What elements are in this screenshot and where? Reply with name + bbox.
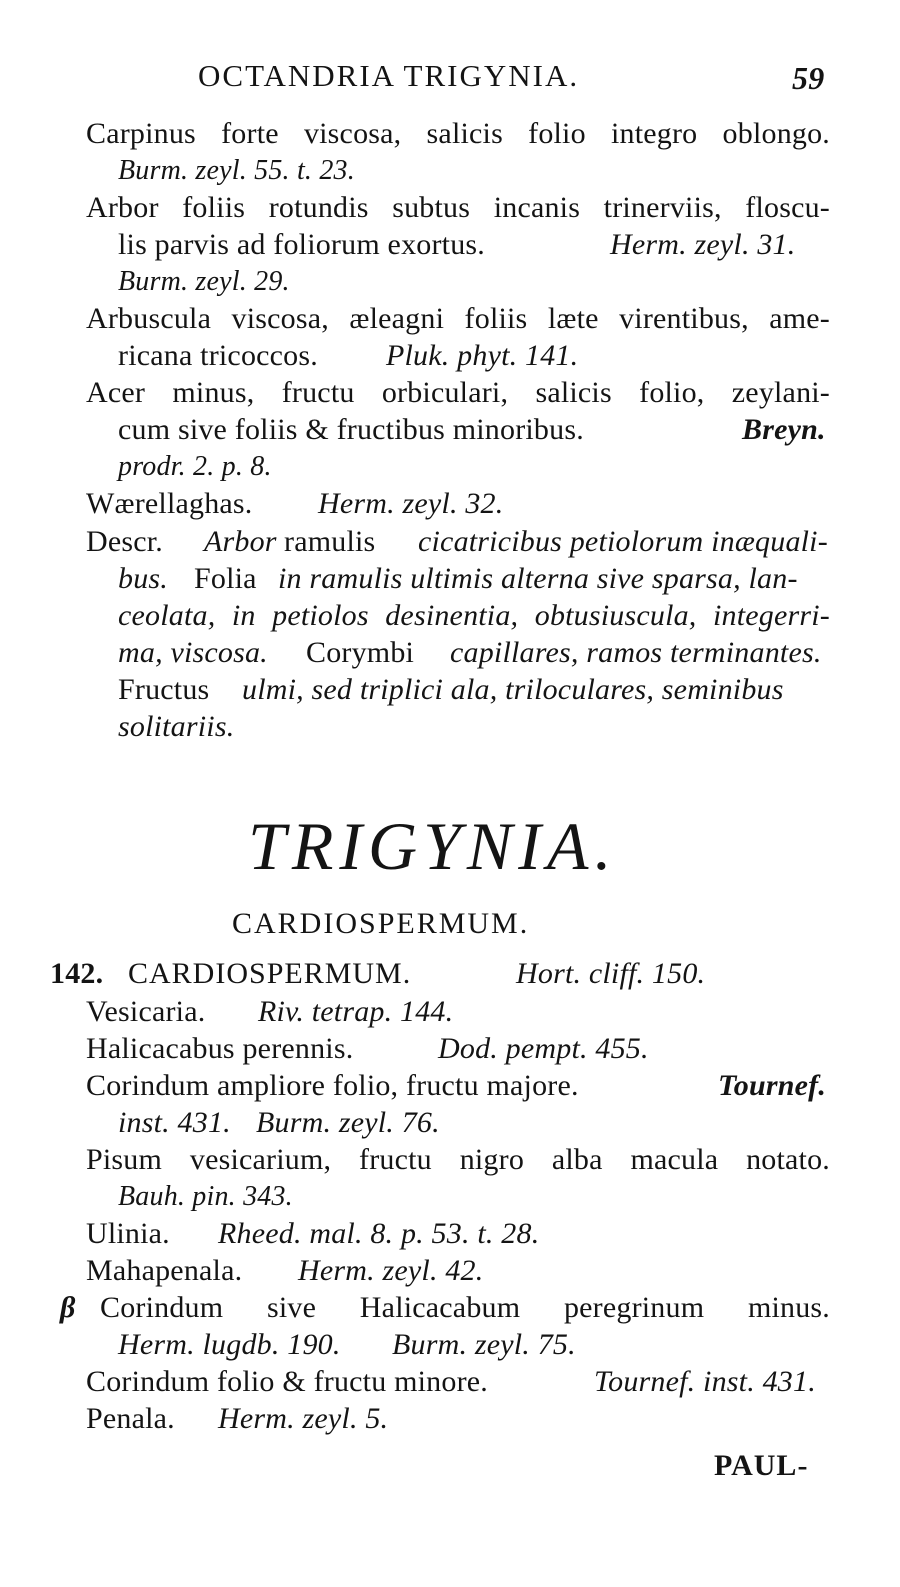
ref-tournef-inst-431: Tournef. inst. 431. bbox=[594, 1365, 816, 1398]
synonym-arbuscula: Arbuscula viscosa, æleagni foliis læte virentibus, ame- bbox=[86, 302, 830, 335]
descr-solitariis: solitariis. bbox=[118, 710, 235, 743]
ref-dod-pempt: Dod. pempt. 455. bbox=[438, 1032, 649, 1065]
descr-capillares: capillares, ramos terminantes. bbox=[450, 636, 822, 669]
entry-number: 142. bbox=[50, 957, 104, 990]
synonym-arbor: Arbor foliis rotundis subtus incanis trinerviis, floscu- bbox=[86, 191, 830, 224]
ref-hort-cliff: Hort. cliff. 150. bbox=[516, 957, 706, 990]
ref-bauh-pin: Bauh. pin. 343. bbox=[118, 1181, 293, 1212]
genus-heading: CARDIOSPERMUM. bbox=[232, 907, 530, 940]
ref-herm-zeyl-42: Herm. zeyl. 42. bbox=[298, 1254, 484, 1287]
ref-herm-lugdb: Herm. lugdb. 190. bbox=[118, 1328, 341, 1361]
ref-herm-zeyl-32: Herm. zeyl. 32. bbox=[318, 487, 504, 520]
descr-folia: Folia bbox=[194, 562, 257, 595]
descr-ceolata: ceolata, in petiolos desinentia, obtusiuscula, integerri- bbox=[118, 599, 830, 632]
descr-fructus: Fructus bbox=[118, 673, 210, 706]
genus-name: CARDIOSPERMUM. bbox=[128, 957, 412, 990]
descr-viscosa: ma, viscosa. bbox=[118, 636, 268, 669]
vernacular-penala: Penala. bbox=[86, 1402, 175, 1435]
descr-bus: bus. bbox=[118, 562, 168, 595]
ref-breyn: Breyn. bbox=[742, 413, 826, 446]
descr-label: Descr. bbox=[86, 525, 164, 558]
ref-herm-zeyl-31: Herm. zeyl. 31. bbox=[610, 228, 796, 261]
synonym-ulinia: Ulinia. bbox=[86, 1217, 170, 1250]
synonym-corindum-minore: Corindum folio & fructu minore. bbox=[86, 1365, 488, 1398]
variety-beta: β bbox=[60, 1291, 76, 1324]
descr-cicatricibus: cicatricibus petiolorum inæquali- bbox=[418, 525, 828, 558]
synonym-corindum-sive: Corindum sive Halicacabum peregrinum minus. bbox=[100, 1291, 830, 1324]
descr-ramulis-ultimis: in ramulis ultimis alterna sive sparsa, lan- bbox=[278, 562, 798, 595]
synonym-arbuscula-cont: ricana tricoccos. bbox=[118, 339, 318, 372]
synonym-arbor-cont: lis parvis ad foliorum exortus. bbox=[118, 228, 485, 261]
synonym-pisum: Pisum vesicarium, fructu nigro alba macula notato. bbox=[86, 1143, 830, 1176]
catchword: PAUL- bbox=[714, 1449, 809, 1482]
descr-ulmi: ulmi, sed triplici ala, triloculares, seminibus bbox=[242, 673, 784, 706]
ref-pluk-phyt-141: Pluk. phyt. 141. bbox=[386, 339, 579, 372]
synonym-carpinus: Carpinus forte viscosa, salicis folio integro oblongo. bbox=[86, 117, 830, 150]
ref-burm-zeyl-55: Burm. zeyl. 55. t. 23. bbox=[118, 155, 355, 186]
synonym-halicacabus: Halicacabus perennis. bbox=[86, 1032, 354, 1065]
vernacular-mahapenala: Mahapenala. bbox=[86, 1254, 243, 1287]
synonym-acer-cont: cum sive foliis & fructibus minoribus. bbox=[118, 413, 584, 446]
synonym-vesicaria: Vesicaria. bbox=[86, 995, 206, 1028]
ref-burm-zeyl-75: Burm. zeyl. 75. bbox=[392, 1328, 576, 1361]
ref-burm-zeyl-29: Burm. zeyl. 29. bbox=[118, 266, 290, 297]
synonym-corindum-ampliore: Corindum ampliore folio, fructu majore. bbox=[86, 1069, 579, 1102]
section-heading-trigynia: TRIGYNIA. bbox=[248, 808, 618, 884]
ref-prodr: prodr. 2. p. 8. bbox=[118, 451, 272, 482]
page-number: 59 bbox=[792, 60, 825, 96]
running-title: OCTANDRIA TRIGYNIA. bbox=[198, 58, 580, 93]
descr-corymbi: Corymbi bbox=[306, 636, 415, 669]
ref-tournef: Tournef. bbox=[718, 1069, 827, 1102]
ref-riv-tetrap: Riv. tetrap. 144. bbox=[258, 995, 454, 1028]
vernacular-waerellaghas: Wærellaghas. bbox=[86, 487, 253, 520]
ref-rheed-mal: Rheed. mal. 8. p. 53. t. 28. bbox=[218, 1217, 540, 1250]
descr-arbor: Arbor bbox=[204, 525, 277, 558]
descr-ramulis: ramulis bbox=[284, 525, 376, 558]
synonym-acer: Acer minus, fructu orbiculari, salicis folio, zeylani- bbox=[86, 376, 830, 409]
ref-herm-zeyl-5: Herm. zeyl. 5. bbox=[218, 1402, 389, 1435]
ref-inst-431: inst. 431. bbox=[118, 1106, 231, 1139]
ref-burm-zeyl-76: Burm. zeyl. 76. bbox=[256, 1106, 440, 1139]
